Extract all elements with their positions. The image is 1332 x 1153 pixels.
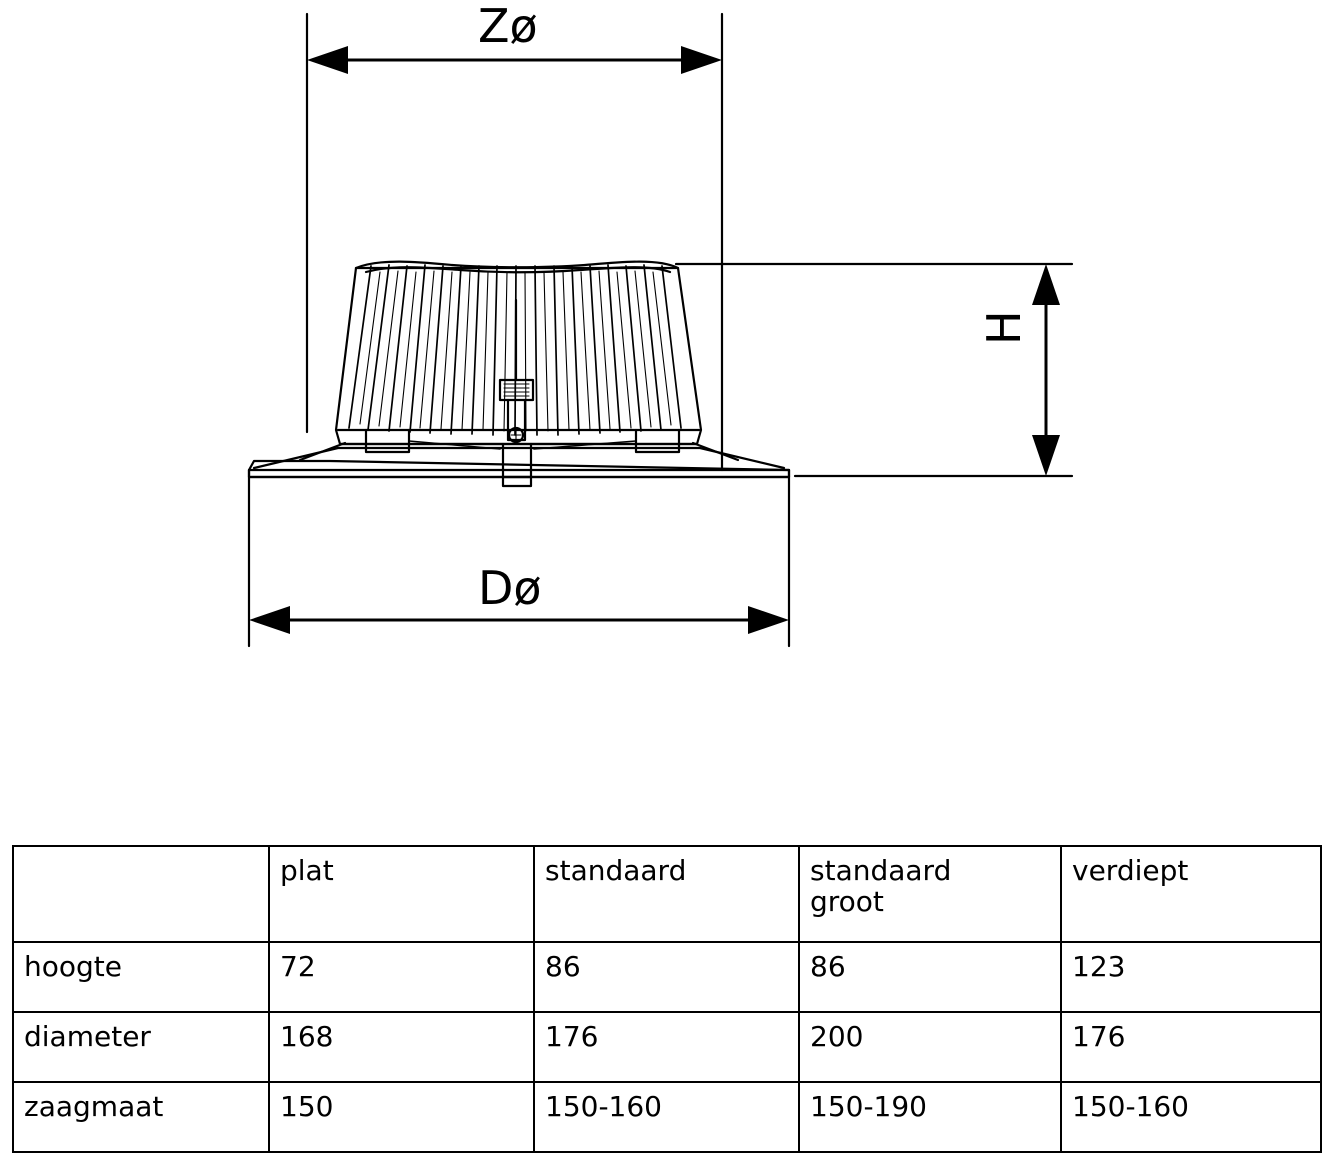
cell-zaagmaat-standaard-groot: 150-190 [799, 1082, 1061, 1152]
arrowhead-h-top [1032, 264, 1060, 305]
table-header-standaard-groot [799, 846, 1061, 942]
cell-hoogte-plat: 72 [269, 942, 534, 1012]
row-label-diameter: diameter [13, 1012, 269, 1082]
header-line-1: standaard [810, 854, 952, 887]
table-row [13, 1012, 1321, 1082]
specification-table [12, 845, 1322, 1153]
cell-zaagmaat-standaard: 150-160 [534, 1082, 799, 1152]
cell-hoogte-verdiept: 123 [1061, 942, 1321, 1012]
cell-zaagmaat-plat: 150 [269, 1082, 534, 1152]
screw-cross [511, 430, 521, 440]
table-header-row [13, 846, 1321, 942]
table-row [13, 1082, 1321, 1152]
row-label-zaagmaat: zaagmaat [13, 1082, 269, 1152]
flange-left-bevel [300, 443, 345, 460]
table-corner-cell [13, 846, 269, 942]
dimension-label-z: Zø [478, 0, 538, 53]
cell-diameter-standaard: 176 [534, 1012, 799, 1082]
arrowhead-z-left [307, 46, 348, 74]
cell-zaagmaat-verdiept: 150-160 [1061, 1082, 1321, 1152]
cell-diameter-verdiept: 176 [1061, 1012, 1321, 1082]
header-line-2: groot [810, 885, 884, 919]
table-header-verdiept: verdiept [1061, 846, 1321, 942]
cell-diameter-plat: 168 [269, 1012, 534, 1082]
table-header-standaard: standaard [534, 846, 799, 942]
cell-diameter-standaard-groot: 200 [799, 1012, 1061, 1082]
row-label-hoogte: hoogte [13, 942, 269, 1012]
arrowhead-z-right [681, 46, 722, 74]
arrowhead-h-bottom [1032, 435, 1060, 476]
dimension-label-h: H [977, 310, 1031, 345]
arrowhead-d-right [748, 606, 789, 634]
table-header-plat: plat [269, 846, 534, 942]
arrowhead-d-left [249, 606, 290, 634]
flange-right-bevel [693, 443, 738, 460]
cell-hoogte-standaard: 86 [534, 942, 799, 1012]
dimension-label-d: Dø [478, 561, 542, 615]
cell-hoogte-standaard-groot: 86 [799, 942, 1061, 1012]
table-row [13, 942, 1321, 1012]
